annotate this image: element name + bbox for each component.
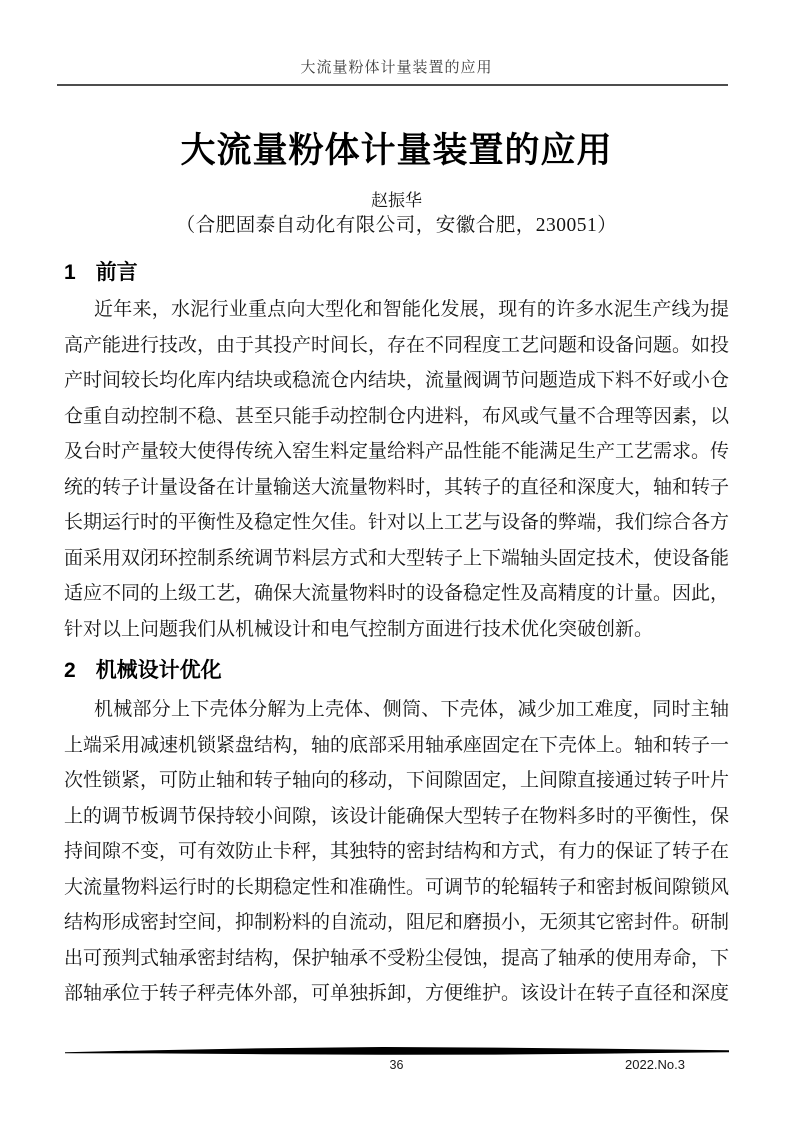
body-text-line: 出可预判式轴承密封结构，保护轴承不受粉尘侵蚀，提高了轴承的使用寿命，下 [64, 947, 730, 969]
body-text-line: 统的转子计量设备在计量输送大流量物料时，其转子的直径和深度大，轴和转子 [64, 476, 730, 498]
body-text-line: 结构形成密封空间，抑制粉料的自流动，阻尼和磨损小，无须其它密封件。研制 [64, 912, 730, 933]
body-text-line: 上的调节板调节保持较小间隙，该设计能确保大型转子在物料多时的平衡性，保 [64, 805, 730, 827]
section-2-title: 机械设计优化 [95, 659, 222, 682]
section-1-number: 1 [64, 261, 76, 284]
footer-rule [65, 1047, 729, 1056]
body-text-line: 持间隙不变，可有效防止卡秤，其独特的密封结构和方式，有力的保证了转子在 [64, 841, 730, 862]
body-text-line: 近年来，水泥行业重点向大型化和智能化发展，现有的许多水泥生产线为提 [94, 299, 729, 320]
author-name: 赵振华 [371, 191, 422, 210]
body-text-line: 仓重自动控制不稳、甚至只能手动控制仓内进料，布风或气量不合理等因素，以 [64, 405, 730, 427]
section-2-paragraph [64, 692, 729, 1012]
body-text-line: 高产能进行技改，由于其投产时间长，存在不同程度工艺问题和设备问题。如投 [64, 334, 730, 356]
section-1-paragraph [64, 292, 729, 647]
body-text-line: 及台时产量较大使得传统入窑生料定量给料产品性能不能满足生产工艺需求。传 [64, 441, 730, 462]
section-2-heading [64, 659, 729, 683]
article-title: 大流量粉体计量装置的应用 [180, 131, 613, 170]
body-text-line: 机械部分上下壳体分解为上壳体、侧筒、下壳体，减少加工难度，同时主轴 [94, 699, 729, 720]
section-2-number: 2 [64, 659, 76, 682]
body-text-line: 上端采用减速机锁紧盘结构，轴的底部采用轴承座固定在下壳体上。轴和转子一 [64, 734, 730, 756]
body-text-line: 适应不同的上级工艺，确保大流量物料时的设备稳定性及高精度的计量。因此， [64, 583, 730, 604]
body-text-line: 面采用双闭环控制系统调节料层方式和大型转子上下端轴头固定技术，使设备能 [64, 547, 730, 569]
section-1-title: 前言 [95, 261, 138, 284]
section-1-heading [64, 261, 729, 285]
body-text-line: 部轴承位于转子秤壳体外部，可单独拆卸，方便维护。该设计在转子直径和深度 [64, 983, 730, 1004]
author-affiliation: （合肥固泰自动化有限公司，安徽合肥，230051） [175, 215, 618, 236]
page-number: 36 [389, 1058, 404, 1072]
header-rule [57, 84, 728, 86]
body-text-line: 大流量物料运行时的长期稳定性和准确性。可调节的轮辐转子和密封板间隙锁风 [64, 876, 730, 898]
body-text-line: 次性锁紧，可防止轴和转子轴向的移动，下间隙固定，上间隙直接通过转子叶片 [64, 770, 730, 791]
issue-label: 2022.No.3 [625, 1057, 685, 1072]
body-text-line: 针对以上问题我们从机械设计和电气控制方面进行技术优化突破创新。 [64, 618, 654, 640]
running-header-title: 大流量粉体计量装置的应用 [300, 60, 493, 76]
body-text-line: 产时间较长均化库内结块或稳流仓内结块，流量阀调节问题造成下料不好或小仓 [64, 370, 730, 391]
body-text-line: 长期运行时的平衡性及稳定性欠佳。针对以上工艺与设备的弊端，我们综合各方 [64, 512, 730, 533]
